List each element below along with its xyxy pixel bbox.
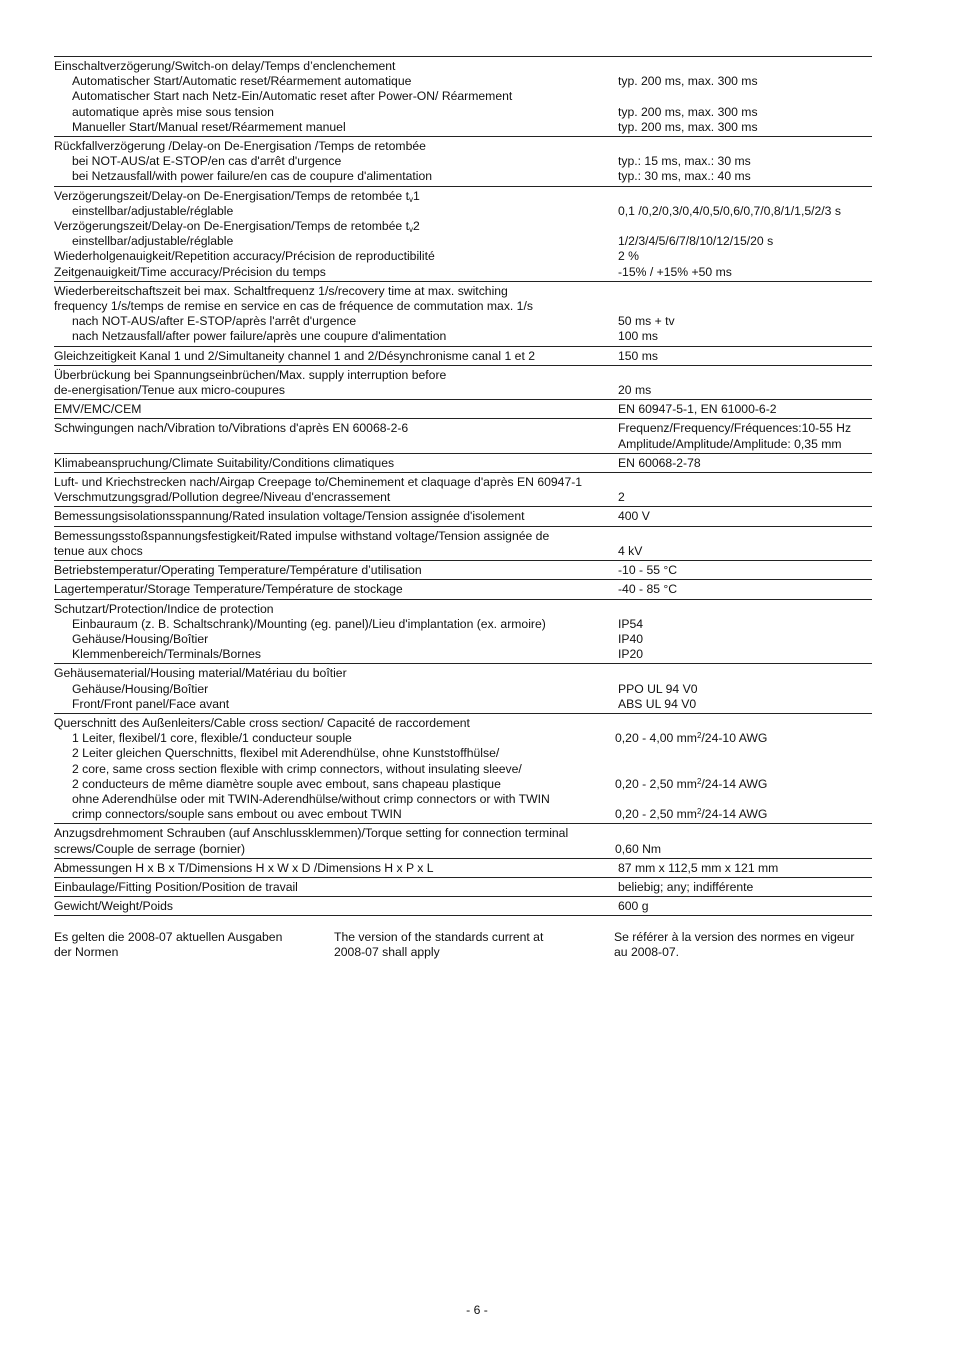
spec-row [54, 824, 872, 858]
spec-label: automatique après mise sous tension [72, 104, 274, 119]
spec-line [54, 349, 872, 364]
spec-label: Gehäuse/Housing/Boîtier [72, 631, 209, 646]
spec-value [615, 807, 872, 822]
spec-value: 20 ms [618, 383, 652, 398]
spec-label: Front/Front panel/Face avant [72, 696, 230, 711]
spec-label: Automatischer Start/Automatic reset/Réarmement automatique [72, 74, 412, 89]
spec-line [54, 456, 872, 471]
spec-value: 50 ms + tv [618, 314, 675, 329]
spec-label-text: Verzögerungszeit/Delay-on De-Energisation/Temps de retombée t [54, 188, 409, 203]
spec-value: IP54 [618, 616, 644, 631]
spec-value-superscript: 2 [696, 807, 702, 817]
spec-label [54, 219, 618, 234]
spec-label: einstellbar/adjustable/réglable [72, 234, 234, 249]
spec-row [54, 878, 872, 897]
spec-label [54, 437, 618, 452]
spec-value-text: 0,20 - 2,50 mm [615, 807, 697, 822]
spec-label: Anzugsdrehmoment Schrauben (auf Anschlussklemmen)/Torque setting for connection terminal [54, 826, 569, 841]
spec-line [54, 509, 872, 524]
spec-line [54, 826, 872, 841]
spec-line [54, 105, 872, 120]
spec-label: ohne Aderendhülse oder mit TWIN-Aderendhülse/without crimp connectors or with TWIN [72, 791, 550, 806]
spec-line [54, 731, 872, 746]
spec-value-suffix: /24-10 AWG [701, 731, 768, 746]
spec-value: Frequenz/Frequency/Fréquences:10-55 Hz [618, 421, 852, 436]
spec-line [54, 716, 872, 731]
spec-value: 600 g [618, 899, 649, 914]
spec-value: typ.: 15 ms, max.: 30 ms [618, 154, 751, 169]
spec-line [54, 89, 872, 104]
spec-label: Gewicht/Weight/Poids [54, 899, 173, 914]
spec-label: Wiederbereitschaftszeit bei max. Schaltfrequenz 1/s/recovery time at max. switching [54, 283, 508, 298]
spec-label: de-energisation/Tenue aux micro-coupures [54, 383, 286, 398]
spec-label-suffix: 2 [412, 219, 420, 234]
spec-label: Lagertemperatur/Storage Temperature/Température de stockage [54, 582, 403, 597]
spec-value: 0,1 /0,2/0,3/0,4/0,5/0,6/0,7/0,8/1/1,5/2/3 s [618, 203, 841, 218]
spec-line [54, 792, 872, 807]
spec-line [54, 299, 872, 314]
spec-line [54, 234, 872, 249]
spec-label: frequency 1/s/temps de remise en service en cas de fréquence de commutation max. 1/s [54, 299, 533, 314]
spec-row [54, 454, 872, 473]
spec-value-superscript: 2 [696, 776, 702, 786]
spec-label: nach Netzausfall/after power failure/après une coupure d'alimentation [72, 329, 447, 344]
spec-line [54, 899, 872, 914]
spec-row [54, 507, 872, 526]
spec-value: 0,60 Nm [615, 841, 662, 856]
spec-label: 1 Leiter, flexibel/1 core, flexible/1 conducteur souple [72, 731, 352, 746]
spec-line [54, 880, 872, 895]
spec-line [54, 139, 872, 154]
spec-label: Einbauraum (z. B. Schaltschrank)/Mounting (eg. panel)/Lieu d'implantation (ex. armoire) [72, 616, 546, 631]
spec-label: 2 Leiter gleichen Querschnitts, flexibel mit Aderendhülse, ohne Kunststoffhülse/ [72, 746, 500, 761]
spec-label: Einbaulage/Fitting Position/Position de travail [54, 879, 298, 894]
spec-label: EMV/EMC/CEM [54, 402, 142, 417]
spec-value-text: 0,20 - 4,00 mm [615, 731, 697, 746]
footnote-french: Se référer à la version des normes en vigeur au 2008-07. [614, 930, 855, 960]
footnote-german: Es gelten die 2008-07 aktuellen Ausgaben der Normen [54, 930, 283, 960]
spec-value: -10 - 55 °C [618, 563, 678, 578]
spec-value: 1/2/3/4/5/6/7/8/10/12/15/20 s [618, 234, 774, 249]
spec-value [618, 746, 872, 761]
spec-value: 150 ms [618, 348, 658, 363]
spec-label: Einschaltverzögerung/Switch-on delay/Temps d’enclenchement [54, 59, 396, 73]
spec-label-subscript: v [408, 194, 413, 204]
spec-value [618, 284, 872, 299]
spec-label: Überbrückung bei Spannungseinbrüchen/Max. supply interruption before [54, 367, 447, 382]
spec-row [54, 580, 872, 599]
spec-label: bei Netzausfall/with power failure/en cas de coupure d'alimentation [72, 169, 433, 184]
spec-value [618, 826, 872, 841]
spec-value: 400 V [618, 509, 650, 524]
spec-value [618, 89, 872, 104]
spec-line [54, 807, 872, 822]
spec-label: Automatischer Start nach Netz-Ein/Automatic reset after Power-ON/ Réarmement [72, 89, 513, 104]
spec-value: beliebig; any; indifférente [618, 879, 754, 894]
spec-line [54, 329, 872, 344]
spec-line [54, 777, 872, 792]
spec-line [54, 647, 872, 662]
spec-line [54, 437, 872, 452]
footnote-english: The version of the standards current at 2008-07 shall apply [334, 930, 544, 960]
spec-label: Bemessungsisolationsspannung/Rated insulation voltage/Tension assignée d'isolement [54, 509, 525, 524]
spec-label: nach NOT-AUS/after E-STOP/après l'arrêt d'urgence [72, 314, 357, 329]
spec-row [54, 400, 872, 419]
standards-footnote [54, 930, 872, 960]
spec-value: typ.: 30 ms, max.: 40 ms [618, 169, 751, 184]
spec-value [618, 59, 872, 74]
spec-line [54, 120, 872, 135]
spec-label: 2 conducteurs de même diamètre souple avec embout, sans chapeau plastique [72, 776, 501, 791]
spec-label: 2 core, same cross section flexible with crimp connectors, without insulating sleeve/ [72, 761, 522, 776]
spec-label: Zeitgenauigkeit/Time accuracy/Précision du temps [54, 264, 326, 279]
spec-line [54, 284, 872, 299]
spec-value [615, 777, 872, 792]
spec-value: typ. 200 ms, max. 300 ms [618, 119, 758, 134]
spec-value-suffix: /24-14 AWG [701, 776, 768, 791]
spec-label-text: Verzögerungszeit/Delay-on De-Energisation/Temps de retombée t [54, 219, 409, 234]
spec-value: EN 60068-2-78 [618, 455, 701, 470]
spec-row [54, 473, 872, 507]
spec-row [54, 347, 872, 366]
spec-line [54, 265, 872, 280]
spec-value: 87 mm x 112,5 mm x 121 mm [618, 860, 779, 875]
spec-label: tenue aux chocs [54, 543, 143, 558]
spec-value [618, 762, 872, 777]
spec-label: bei NOT-AUS/at E-STOP/en cas d'arrêt d'urgence [72, 154, 342, 169]
spec-value [615, 731, 872, 746]
spec-value-text: 0,20 - 2,50 mm [615, 776, 697, 791]
spec-row [54, 282, 872, 347]
spec-label: einstellbar/adjustable/réglable [72, 203, 234, 218]
spec-row [54, 57, 872, 137]
spec-value [618, 475, 872, 490]
spec-label: Wiederholgenauigkeit/Repetition accuracy/Précision de reproductibilité [54, 249, 435, 264]
spec-line [54, 563, 872, 578]
spec-value: -40 - 85 °C [618, 582, 678, 597]
spec-line [54, 475, 872, 490]
spec-line [54, 402, 872, 417]
spec-label: Betriebstemperatur/Operating Temperature/Température d’utilisation [54, 563, 422, 578]
spec-label: crimp connectors/souple sans embout ou avec embout TWIN [72, 807, 402, 822]
spec-row [54, 897, 872, 916]
spec-value [618, 189, 872, 204]
spec-line [54, 74, 872, 89]
spec-line [54, 383, 872, 398]
spec-label: Bemessungsstoßspannungsfestigkeit/Rated impulse withstand voltage/Tension assignée de [54, 528, 550, 543]
spec-line [54, 544, 872, 559]
spec-value: 4 kV [618, 543, 643, 558]
spec-line [54, 632, 872, 647]
spec-line [54, 314, 872, 329]
spec-line [54, 529, 872, 544]
spec-value: IP40 [618, 631, 644, 646]
spec-value: ABS UL 94 V0 [618, 696, 697, 711]
spec-line [54, 682, 872, 697]
spec-label: Luft- und Kriechstrecken nach/Airgap Creepage to/Cheminement et claquage d'après EN 60947-1 [54, 475, 583, 490]
spec-line [54, 490, 872, 505]
spec-value: PPO UL 94 V0 [618, 681, 698, 696]
spec-line [54, 697, 872, 712]
spec-value: -15% / +15% +50 ms [618, 264, 732, 279]
spec-label: Gehäusematerial/Housing material/Matériau du boîtier [54, 666, 347, 681]
spec-value: IP20 [618, 647, 644, 662]
spec-line [54, 59, 872, 74]
spec-line [54, 189, 872, 204]
spec-label-suffix: 1 [412, 188, 420, 203]
spec-table [54, 56, 872, 916]
spec-value-suffix: /24-14 AWG [701, 807, 768, 822]
spec-line [54, 169, 872, 184]
spec-label: Klemmenbereich/Terminals/Bornes [72, 647, 261, 662]
spec-row [54, 137, 872, 187]
spec-label: Verschmutzungsgrad/Pollution degree/Niveau d'encrassement [54, 490, 391, 505]
spec-value: Amplitude/Amplitude/Amplitude: 0,35 mm [618, 436, 842, 451]
spec-label-subscript: v [408, 225, 413, 235]
spec-line [54, 602, 872, 617]
spec-value [618, 299, 872, 314]
spec-label: Klimabeanspruchung/Climate Suitability/Conditions climatiques [54, 455, 395, 470]
spec-value [618, 368, 872, 383]
spec-label: Querschnitt des Außenleiters/Cable cross section/ Capacité de raccordement [54, 715, 470, 730]
spec-value [618, 716, 872, 731]
spec-line [54, 154, 872, 169]
spec-row [54, 419, 872, 453]
spec-row [54, 600, 872, 665]
spec-label [54, 189, 618, 204]
spec-line [54, 617, 872, 632]
spec-value: typ. 200 ms, max. 300 ms [618, 74, 758, 89]
spec-value: 2 [618, 490, 625, 505]
page-number: - 6 - [466, 1303, 488, 1317]
spec-label: Schutzart/Protection/Indice de protection [54, 601, 274, 616]
spec-row [54, 561, 872, 580]
spec-value-superscript: 2 [696, 731, 702, 741]
spec-label: Manueller Start/Manual reset/Réarmement manuel [72, 119, 346, 134]
spec-row [54, 366, 872, 400]
spec-label: Gleichzeitigkeit Kanal 1 und 2/Simultaneity channel 1 and 2/Désynchronisme canal 1 et 2 [54, 348, 536, 363]
spec-label: Rückfallverzögerung /Delay-on De-Energisation /Temps de retombée [54, 139, 426, 154]
spec-line [54, 421, 872, 436]
spec-line [54, 368, 872, 383]
spec-value [618, 529, 872, 544]
spec-line [54, 666, 872, 681]
spec-value [618, 666, 872, 681]
spec-line [54, 582, 872, 597]
spec-value [618, 602, 872, 617]
spec-label: Schwingungen nach/Vibration to/Vibrations d'après EN 60068-2-6 [54, 421, 409, 436]
spec-value [618, 792, 872, 807]
spec-value: 2 % [618, 249, 640, 264]
spec-value [618, 219, 872, 234]
spec-line [54, 861, 872, 876]
spec-line [54, 842, 872, 857]
spec-label: Abmessungen H x B x T/Dimensions H x W x D /Dimensions H x P x L [54, 860, 434, 875]
spec-row [54, 664, 872, 714]
spec-value: 100 ms [618, 329, 658, 344]
spec-row [54, 859, 872, 878]
spec-line [54, 204, 872, 219]
spec-value: typ. 200 ms, max. 300 ms [618, 104, 758, 119]
spec-line [54, 249, 872, 264]
spec-value [618, 139, 872, 154]
spec-row [54, 714, 872, 824]
spec-line [54, 746, 872, 761]
spec-value: EN 60947-5-1, EN 61000-6-2 [618, 402, 777, 417]
spec-row [54, 187, 872, 282]
spec-line [54, 219, 872, 234]
spec-row [54, 527, 872, 561]
spec-line [54, 762, 872, 777]
spec-label: Gehäuse/Housing/Boîtier [72, 681, 209, 696]
spec-label: screws/Couple de serrage (bornier) [54, 841, 246, 856]
